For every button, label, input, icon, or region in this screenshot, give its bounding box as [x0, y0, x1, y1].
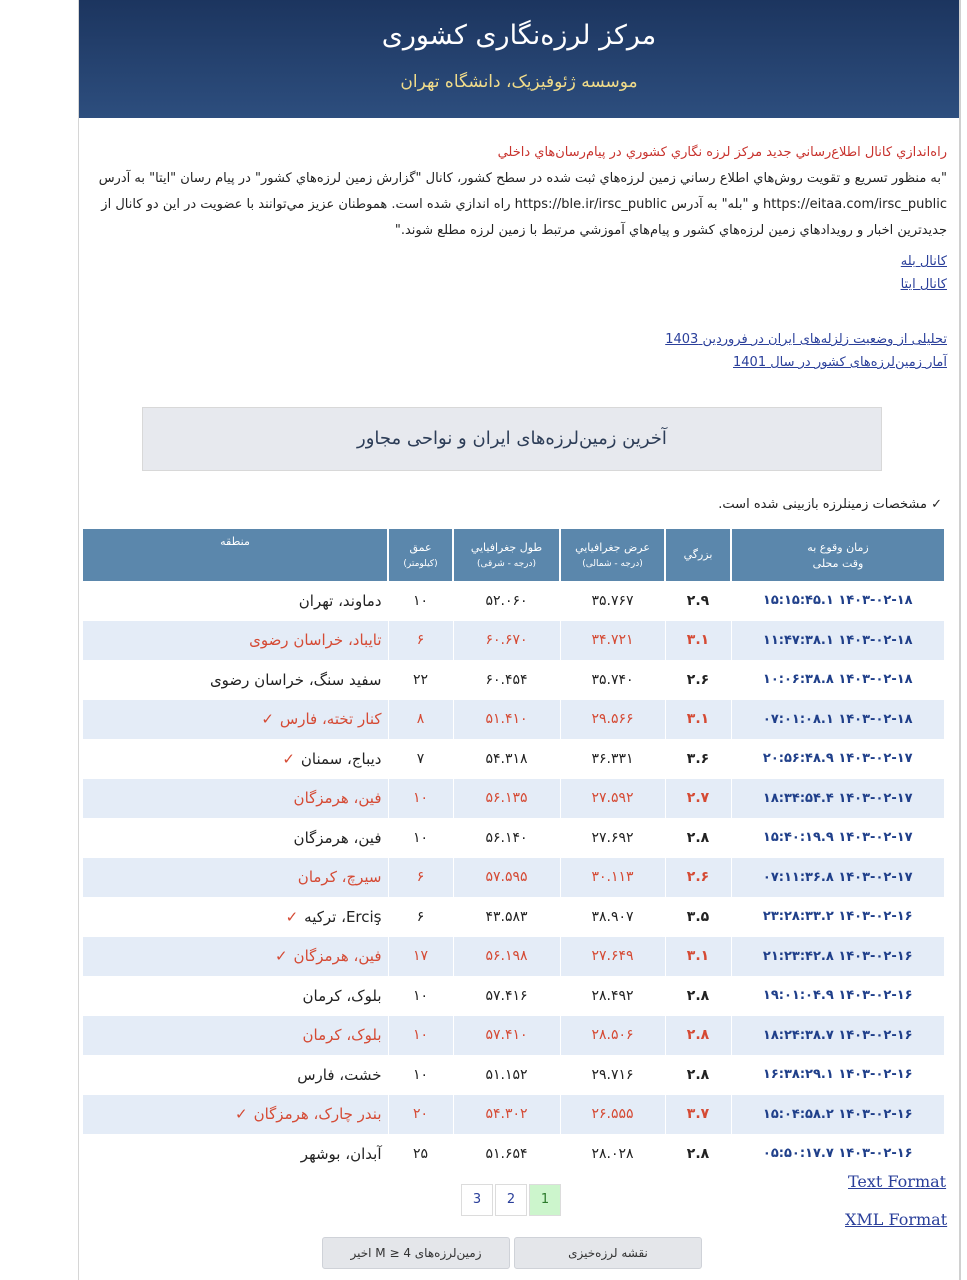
cell-time-text: ۱۴۰۳-۰۲-۱۶ ۱۸:۲۴:۳۸.۷ [762, 1027, 913, 1043]
cell-longitude-text: ۵۱.۴۱۰ [485, 711, 528, 728]
cell-longitude-text: ۵۷.۴۱۰ [485, 1027, 528, 1044]
cell-depth-text: ۱۰ [412, 1066, 429, 1083]
announcement-body: "به منظور تسريع و تقويت روش‌هاي اطلاع رساني زمين لرزه‌هاي ثبت شده در سطح کشور، کانال "گزارش زمين لرزه‌هاي کشور" در پيام رسان "ايتا" به آدرس https://eitaa.com/irsc_public و "بله" به آدرس https://ble.ir/irsc_public راه اندازي شده است. هموطنان عزيز مي‌توانند با عضويت در اين دو کانال از جديدترين اخبار و رويدادهاي زمين لرزه‌هاي کشور و پيام‌هاي آموزشي مرتبط با زمين لرزه مطلع شوند." [98, 171, 947, 238]
cell-magnitude-text: ۳.۱ [686, 948, 710, 965]
table-row[interactable] [82, 976, 944, 1016]
cell-depth-text: ۶ [416, 908, 425, 925]
cell-longitude [453, 1095, 560, 1135]
site-header [79, 0, 959, 118]
cell-magnitude-text: ۲.۸ [686, 1027, 710, 1044]
verified-legend: ✓ مشخصات زمینلرزه بازبینی شده است. [718, 497, 942, 512]
cell-latitude [560, 621, 665, 661]
cell-longitude-text: ۶۰.۴۵۴ [485, 671, 528, 688]
cell-time [731, 621, 944, 661]
cell-depth [388, 1055, 453, 1095]
cell-latitude-text: ۲۶.۵۵۵ [591, 1106, 634, 1123]
header-magnitude[interactable]: بزرگي [665, 529, 731, 581]
cell-longitude-text: ۴۳.۵۸۳ [485, 908, 528, 925]
cell-region [82, 660, 388, 700]
cell-region-text: بلوک، کرمان [302, 986, 382, 1005]
cell-time-text: ۱۴۰۳-۰۲-۱۶ ۲۱:۲۳:۴۲.۸ [762, 948, 913, 964]
cell-latitude-text: ۳۸.۹۰۷ [591, 908, 634, 925]
cell-time-text: ۱۴۰۳-۰۲-۱۷ ۲۰:۵۶:۴۸.۹ [762, 751, 913, 767]
cell-region-text: فین، هرمزگان [293, 828, 382, 847]
verified-check-icon: ✓ [274, 947, 288, 966]
cell-magnitude [665, 660, 731, 700]
cell-time [731, 858, 944, 898]
cell-longitude-text: ۶۰.۶۷۰ [485, 632, 528, 649]
cell-region [82, 700, 388, 740]
table-row[interactable] [82, 739, 944, 779]
cell-depth [388, 976, 453, 1016]
verified-check-icon: ✓ [282, 749, 295, 768]
cell-magnitude-text: ۲.۹ [686, 592, 710, 609]
cell-time [731, 1134, 944, 1174]
cell-longitude-text: ۵۲.۰۶۰ [485, 592, 528, 609]
cell-time [731, 818, 944, 858]
cell-time-text: ۱۴۰۳-۰۲-۱۶ ۰۵:۵۰:۱۷.۷ [762, 1146, 913, 1162]
table-row[interactable] [82, 1095, 944, 1135]
cell-region [82, 1016, 388, 1056]
cell-region-text: فین، هرمزگان [293, 947, 382, 966]
cell-time [731, 1095, 944, 1135]
header-depth[interactable]: عمق (کیلومتر) [388, 529, 453, 581]
cell-latitude-text: ۳۵.۷۶۷ [591, 592, 634, 609]
cell-time-text: ۱۴۰۳-۰۲-۱۷ ۰۷:۱۱:۳۶.۸ [762, 869, 913, 885]
cell-magnitude-text: ۳.۵ [686, 908, 710, 925]
cell-longitude [453, 937, 560, 977]
cell-longitude [453, 739, 560, 779]
cell-time-text: ۱۴۰۳-۰۲-۱۶ ۱۶:۳۸:۲۹.۱ [762, 1067, 913, 1083]
cell-region-text: کنار تخته، فارس [279, 710, 382, 729]
cell-depth [388, 739, 453, 779]
cell-depth-text: ۷ [416, 750, 425, 767]
latest-quakes-banner: آخرین زمین‌لرزه‌های ایران و نواحی مجاور [142, 407, 882, 471]
cell-region [82, 818, 388, 858]
cell-longitude [453, 818, 560, 858]
cell-longitude [453, 1134, 560, 1174]
cell-depth [388, 779, 453, 819]
cell-latitude [560, 660, 665, 700]
cell-latitude-text: ۲۷.۵۹۲ [591, 790, 634, 807]
cell-time-text: ۱۴۰۳-۰۲-۱۷ ۱۵:۴۰:۱۹.۹ [762, 830, 913, 846]
analysis-link[interactable]: تحلیلی از وضعیت زلزله‌های ایران در فروردین 1403 [665, 332, 947, 347]
cell-time [731, 937, 944, 977]
cell-longitude-text: ۵۶.۱۹۸ [485, 948, 528, 965]
cell-depth [388, 660, 453, 700]
cell-longitude-text: ۵۷.۴۱۶ [485, 987, 528, 1004]
cell-magnitude [665, 739, 731, 779]
cell-magnitude [665, 1095, 731, 1135]
cell-depth [388, 700, 453, 740]
cell-latitude-text: ۲۹.۷۱۶ [591, 1066, 634, 1083]
cell-latitude [560, 858, 665, 898]
cell-time [731, 779, 944, 819]
cell-latitude [560, 818, 665, 858]
cell-longitude [453, 1016, 560, 1056]
cell-latitude-text: ۳۶.۳۳۱ [591, 750, 634, 767]
cell-time [731, 660, 944, 700]
cell-magnitude-text: ۲.۶ [686, 671, 710, 688]
cell-magnitude [665, 976, 731, 1016]
channel-links [87, 254, 947, 292]
announcement-headline: راه‌اندازي کانال اطلاع‌رساني جديد مرکز لرزه نگاري کشوري در پيام‌رسان‌هاي داخلي [497, 145, 947, 160]
cell-region-text: فین، هرمزگان [293, 789, 382, 808]
cell-magnitude-text: ۳.۱ [686, 711, 710, 728]
report-links [87, 332, 947, 370]
table-row[interactable] [82, 1134, 944, 1174]
cell-latitude-text: ۲۷.۶۹۲ [591, 829, 634, 846]
cell-longitude [453, 779, 560, 819]
cell-depth [388, 621, 453, 661]
cell-time-text: ۱۴۰۳-۰۲-۱۷ ۱۸:۳۴:۵۴.۴ [762, 790, 913, 806]
cell-time-text: ۱۴۰۳-۰۲-۱۸ ۱۵:۱۵:۴۵.۱ [762, 593, 913, 609]
cell-longitude [453, 621, 560, 661]
cell-magnitude-text: ۳.۶ [686, 750, 710, 767]
cell-region [82, 739, 388, 779]
cell-longitude [453, 700, 560, 740]
site-subtitle: موسسه ژئوفیزیک، دانشگاه تهران [400, 72, 638, 92]
bale-channel-link[interactable]: کانال بله [900, 254, 947, 269]
cell-latitude [560, 739, 665, 779]
header-longitude[interactable]: طول جغرافيايي (درجه - شرقی) [453, 529, 560, 581]
cell-region [82, 1095, 388, 1135]
cell-region-text: سیرچ، کرمان [297, 868, 382, 887]
cell-latitude [560, 937, 665, 977]
text-format-link[interactable]: Text Format [848, 1172, 947, 1191]
cell-longitude-text: ۵۷.۵۹۵ [485, 869, 528, 886]
cell-latitude [560, 700, 665, 740]
cell-longitude-text: ۵۴.۳۰۲ [485, 1106, 528, 1123]
cell-magnitude [665, 779, 731, 819]
cell-longitude [453, 976, 560, 1016]
cell-depth [388, 937, 453, 977]
cell-time [731, 700, 944, 740]
cell-latitude [560, 1016, 665, 1056]
cell-time-text: ۱۴۰۳-۰۲-۱۶ ۱۵:۰۴:۵۸.۲ [762, 1106, 913, 1122]
cell-latitude [560, 976, 665, 1016]
table-row[interactable] [82, 1055, 944, 1095]
cell-region-text: بلوک، کرمان [302, 1026, 382, 1045]
cell-magnitude-text: ۲.۷ [686, 790, 710, 807]
cell-longitude [453, 897, 560, 937]
cell-latitude-text: ۳۰.۱۱۳ [591, 869, 634, 886]
cell-depth-text: ۲۰ [412, 1106, 429, 1123]
cell-longitude [453, 660, 560, 700]
table-header-row [82, 529, 944, 581]
cell-depth-text: ۲۵ [412, 1145, 429, 1162]
cell-time [731, 1016, 944, 1056]
xml-format-link[interactable]: XML Format [845, 1210, 948, 1229]
cell-longitude [453, 858, 560, 898]
cell-magnitude [665, 897, 731, 937]
cell-depth-text: ۱۰ [412, 790, 429, 807]
cell-depth [388, 581, 453, 621]
cell-time [731, 976, 944, 1016]
cell-magnitude [665, 1016, 731, 1056]
cell-magnitude [665, 1055, 731, 1095]
cell-depth-text: ۸ [416, 711, 425, 728]
table-row[interactable] [82, 937, 944, 977]
cell-time-text: ۱۴۰۳-۰۲-۱۸ ۰۷:۰۱:۰۸.۱ [762, 711, 913, 727]
cell-latitude [560, 1055, 665, 1095]
cell-region [82, 621, 388, 661]
cell-depth [388, 1095, 453, 1135]
cell-depth [388, 1016, 453, 1056]
pagination [461, 1184, 563, 1216]
cell-latitude [560, 779, 665, 819]
cell-region-text: دماوند، تهران [298, 591, 382, 610]
cell-depth-text: ۶ [416, 632, 425, 649]
recent-m4-button[interactable]: زمین‌لرزه‌های M ≥ 4 اخیر [322, 1237, 510, 1269]
page [78, 0, 961, 1280]
table-row[interactable] [82, 897, 944, 937]
cell-magnitude [665, 1134, 731, 1174]
cell-depth-text: ۱۰ [412, 987, 429, 1004]
cell-latitude [560, 581, 665, 621]
page-3-button[interactable]: 3 [461, 1184, 493, 1216]
cell-magnitude [665, 581, 731, 621]
cell-depth [388, 818, 453, 858]
cell-magnitude-text: ۲.۸ [686, 1066, 710, 1083]
cell-depth-text: ۶ [416, 869, 425, 886]
table-row[interactable] [82, 660, 944, 700]
cell-magnitude-text: ۲.۶ [686, 869, 710, 886]
announcement [87, 140, 947, 244]
annual-stats-link[interactable]: آمار زمین‌لرزه‌های کشور در سال 1401 [733, 355, 947, 370]
cell-time-text: ۱۴۰۳-۰۲-۱۶ ۲۳:۲۸:۳۳.۲ [762, 909, 913, 925]
cell-latitude [560, 1134, 665, 1174]
cell-magnitude-text: ۳.۱ [686, 632, 710, 649]
table-row[interactable] [82, 818, 944, 858]
cell-latitude-text: ۲۸.۴۹۲ [591, 987, 634, 1004]
cell-time [731, 897, 944, 937]
cell-region [82, 1134, 388, 1174]
cell-depth [388, 1134, 453, 1174]
cell-time [731, 581, 944, 621]
cell-latitude-text: ۳۵.۷۴۰ [591, 671, 634, 688]
cell-region-text: دیباج، سمنان [300, 749, 382, 768]
cell-magnitude [665, 937, 731, 977]
cell-region [82, 976, 388, 1016]
table-row[interactable] [82, 779, 944, 819]
cell-latitude-text: ۲۸.۰۲۸ [591, 1145, 634, 1162]
cell-region [82, 858, 388, 898]
earthquake-table [81, 529, 944, 1174]
cell-longitude [453, 1055, 560, 1095]
cell-depth-text: ۱۰ [412, 829, 429, 846]
cell-region-text: تایباد، خراسان رضوی [249, 631, 382, 650]
table-row[interactable] [82, 581, 944, 621]
cell-latitude [560, 1095, 665, 1135]
cell-latitude-text: ۲۸.۵۰۶ [591, 1027, 634, 1044]
header-latitude[interactable]: عرض جغرافيايي (درجه - شمالی) [560, 529, 665, 581]
cell-region [82, 581, 388, 621]
cell-magnitude [665, 700, 731, 740]
cell-depth-text: ۱۰ [412, 1027, 429, 1044]
cell-longitude-text: ۵۴.۳۱۸ [485, 750, 528, 767]
cell-time [731, 739, 944, 779]
cell-magnitude [665, 621, 731, 661]
cell-region-text: Erciş، ترکیه [304, 907, 382, 926]
cell-magnitude-text: ۳.۷ [686, 1106, 710, 1123]
cell-region-text: سفید سنگ، خراسان رضوی [209, 670, 382, 689]
verified-check-icon: ✓ [261, 710, 274, 729]
site-title: مرکز لرزه‌نگاری کشوری [381, 20, 657, 51]
table-row[interactable] [82, 1016, 944, 1056]
cell-depth-text: ۲۲ [412, 671, 429, 688]
cell-time-text: ۱۴۰۳-۰۲-۱۸ ۱۰:۰۶:۳۸.۸ [762, 672, 913, 688]
table-row[interactable] [82, 700, 944, 740]
cell-magnitude-text: ۲.۸ [686, 987, 710, 1004]
cell-longitude-text: ۵۱.۱۵۲ [485, 1066, 528, 1083]
cell-longitude-text: ۵۶.۱۳۵ [485, 790, 528, 807]
cell-region [82, 937, 388, 977]
page-1-button[interactable]: 1 [529, 1184, 561, 1216]
table-row[interactable] [82, 621, 944, 661]
cell-depth-text: ۱۷ [412, 948, 429, 965]
page-2-button[interactable]: 2 [495, 1184, 527, 1216]
cell-region-text: بندر چارک، هرمزگان [253, 1105, 382, 1124]
cell-region-text: خشت، فارس [297, 1065, 382, 1084]
cell-region-text: آبدان، بوشهر [300, 1144, 382, 1163]
cell-magnitude [665, 858, 731, 898]
cell-magnitude [665, 818, 731, 858]
cell-region [82, 779, 388, 819]
cell-time [731, 1055, 944, 1095]
cell-longitude-text: ۵۶.۱۴۰ [485, 829, 528, 846]
cell-time-text: ۱۴۰۳-۰۲-۱۶ ۱۹:۰۱:۰۴.۹ [762, 988, 913, 1004]
seismicity-map-button[interactable]: نقشه لرزه‌خیزی [514, 1237, 702, 1269]
verified-check-icon: ✓ [234, 1105, 248, 1124]
cell-depth [388, 858, 453, 898]
cell-depth [388, 897, 453, 937]
header-time[interactable]: زمان وقوع به وقت محلی [731, 529, 944, 581]
verified-check-icon: ✓ [285, 907, 299, 926]
cell-latitude-text: ۳۴.۷۲۱ [591, 632, 634, 649]
cell-magnitude-text: ۲.۸ [686, 829, 710, 846]
cell-region [82, 897, 388, 937]
cell-region [82, 1055, 388, 1095]
table-row[interactable] [82, 858, 944, 898]
cell-depth-text: ۱۰ [412, 592, 429, 609]
cell-longitude-text: ۵۱.۶۵۴ [485, 1145, 528, 1162]
cell-latitude-text: ۲۷.۶۴۹ [591, 948, 634, 965]
header-region[interactable]: منطقه [82, 529, 388, 581]
cell-latitude [560, 897, 665, 937]
eitaa-channel-link[interactable]: کانال ایتا [900, 277, 947, 292]
cell-time-text: ۱۴۰۳-۰۲-۱۸ ۱۱:۴۷:۳۸.۱ [762, 632, 913, 648]
cell-magnitude-text: ۲.۸ [686, 1145, 710, 1162]
cell-longitude [453, 581, 560, 621]
cell-latitude-text: ۲۹.۵۶۶ [591, 711, 634, 728]
